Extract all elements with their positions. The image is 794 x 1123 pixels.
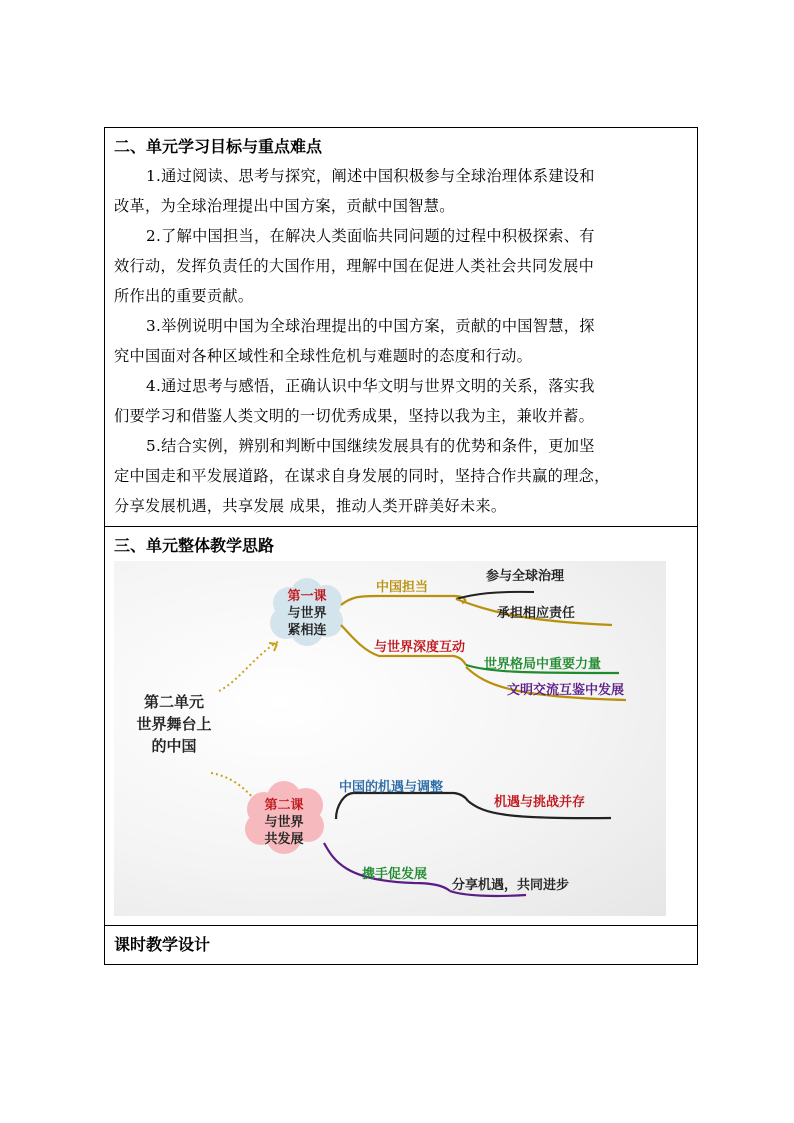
root-line: 世界舞台上 [136, 715, 212, 733]
objectives-row [105, 128, 697, 527]
objective-line: 们要学习和借鉴人类文明的一切优秀成果，坚持以我为主，兼收并蓄。 [114, 407, 595, 425]
lesson1-node [277, 588, 337, 639]
root-title [119, 691, 229, 757]
leaf-label: 分享机遇，共同进步 [452, 878, 570, 893]
arrow-head-icon [269, 643, 277, 651]
objective-line: 定中国走和平发展道路，在谋求自身发展的同时，坚持合作共赢的理念， [114, 467, 610, 485]
lesson2-sub: 与世界 [264, 815, 304, 830]
lesson-design-row [105, 926, 697, 964]
lesson1-sub: 与世界 [287, 606, 327, 621]
root-line: 的中国 [151, 737, 197, 755]
objective-line: 2.了解中国担当，在解决人类面临共同问题的过程中积极探索、有 [146, 227, 595, 245]
section-heading-lesson-design: 课时教学设计 [114, 935, 211, 954]
objective-line: 3.举例说明中国为全球治理提出的中国方案，贡献的中国智慧，探 [146, 317, 595, 335]
objective-line: 5.结合实例，辨别和判断中国继续发展具有的优势和条件，更加坚 [146, 437, 595, 455]
leaf-label: 承担相应责任 [497, 606, 576, 621]
objective-line: 效行动，发挥负责任的大国作用，理解中国在促进人类社会共同发展中 [114, 257, 595, 275]
objective-line: 究中国面对各种区域性和全球性危机与难题时的态度和行动。 [114, 347, 533, 365]
branch-label: 中国担当 [376, 580, 429, 595]
dotted-arrow-lesson1 [219, 641, 279, 691]
content-table [104, 127, 698, 965]
lesson1-sub: 紧相连 [287, 623, 327, 638]
dotted-arrow-lesson2 [211, 773, 257, 803]
objectives-text [114, 161, 691, 521]
section-heading-teaching-idea: 三、单元整体教学思路 [114, 536, 275, 555]
leaf-label: 机遇与挑战并存 [494, 795, 586, 810]
branch-label: 与世界深度互动 [374, 640, 466, 655]
leaf-label: 参与全球治理 [486, 569, 565, 584]
lesson2-sub: 共发展 [264, 832, 304, 847]
objective-line: 所作出的重要贡献。 [114, 287, 254, 305]
branch-label: 中国的机遇与调整 [339, 780, 444, 795]
leaf-label: 文明交流互鉴中发展 [507, 683, 625, 698]
leaf-label: 世界格局中重要力量 [484, 657, 602, 672]
teaching-idea-row [105, 527, 697, 926]
lesson2-node [254, 797, 314, 848]
section-heading-objectives: 二、单元学习目标与重点难点 [114, 137, 323, 156]
lesson2-title: 第二课 [264, 798, 304, 813]
mind-map-diagram [114, 561, 666, 916]
root-line: 第二单元 [143, 693, 204, 711]
lesson1-title: 第一课 [287, 589, 327, 604]
objective-line: 1.通过阅读、思考与探究，阐述中国积极参与全球治理体系建设和 [146, 167, 595, 185]
objective-line: 分享发展机遇，共享发展 成果，推动人类开辟美好未来。 [114, 497, 507, 515]
branch-label: 携手促发展 [362, 867, 428, 882]
objective-line: 改革，为全球治理提出中国方案，贡献中国智慧。 [114, 197, 455, 215]
objective-line: 4.通过思考与感悟，正确认识中华文明与世界文明的关系，落实我 [146, 377, 595, 395]
